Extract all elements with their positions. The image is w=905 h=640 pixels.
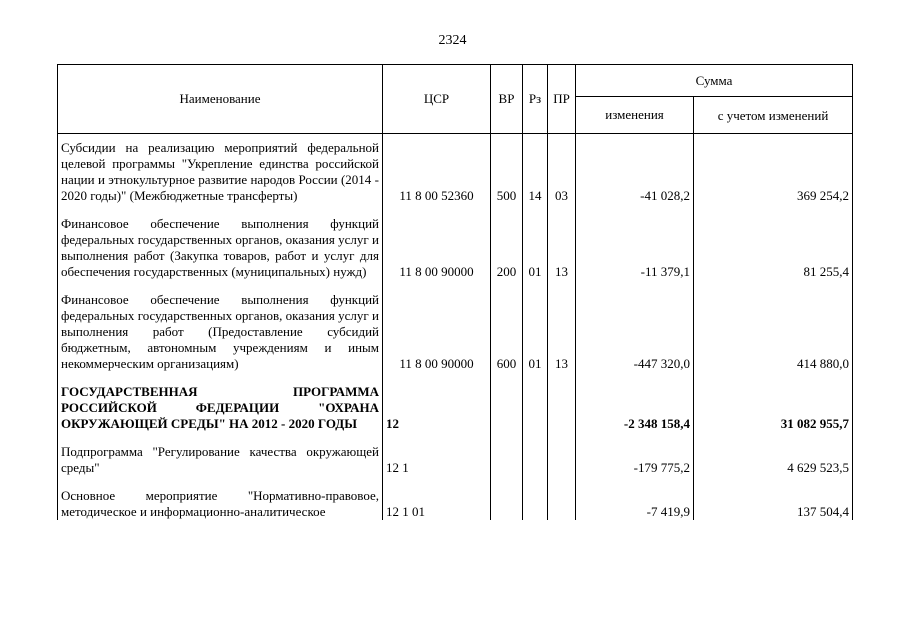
row-with-change: 137 504,4	[694, 482, 853, 520]
row-name: ГОСУДАРСТВЕННАЯ ПРОГРАММА РОССИЙСКОЙ ФЕДЕРАЦИИ "ОХРАНА ОКРУЖАЮЩЕЙ СРЕДЫ" НА 2012 - 2020 ГОДЫ	[58, 378, 383, 438]
row-name: Подпрограмма "Регулирование качества окружающей среды"	[58, 438, 383, 482]
row-change: -11 379,1	[576, 210, 694, 286]
row-vr	[491, 378, 523, 438]
row-pr: 03	[548, 134, 576, 211]
row-csr: 12 1 01	[383, 482, 491, 520]
row-name: Основное мероприятие "Нормативно-правовое, методическое и информационно-аналитическое	[58, 482, 383, 520]
row-pr	[548, 378, 576, 438]
row-rz	[523, 482, 548, 520]
row-vr: 600	[491, 286, 523, 378]
row-with-change: 31 082 955,7	[694, 378, 853, 438]
row-with-change: 4 629 523,5	[694, 438, 853, 482]
row-vr	[491, 482, 523, 520]
row-pr	[548, 482, 576, 520]
header-with-change: с учетом изменений	[694, 97, 853, 134]
row-csr: 12	[383, 378, 491, 438]
row-change: -41 028,2	[576, 134, 694, 211]
table-row	[58, 134, 853, 211]
row-name: Субсидии на реализацию мероприятий федеральной целевой программы "Укрепление единства российской нации и этнокультурное развитие народов России (2014 - 2020 годы)" (Межбюджетные трансферты)	[58, 134, 383, 211]
row-vr	[491, 438, 523, 482]
row-csr: 11 8 00 90000	[383, 210, 491, 286]
row-csr: 11 8 00 90000	[383, 286, 491, 378]
row-pr	[548, 438, 576, 482]
row-vr: 200	[491, 210, 523, 286]
row-name: Финансовое обеспечение выполнения функций федеральных государственных органов, оказания услуг и выполнения работ (Предоставление субсидий бюджетным, автономным учреждениям и иным некоммерческим организациям)	[58, 286, 383, 378]
row-pr: 13	[548, 286, 576, 378]
table-row	[58, 286, 853, 378]
table-row	[58, 378, 853, 438]
row-csr: 12 1	[383, 438, 491, 482]
row-pr: 13	[548, 210, 576, 286]
header-pr: ПР	[548, 65, 576, 134]
row-with-change: 81 255,4	[694, 210, 853, 286]
row-rz	[523, 438, 548, 482]
row-with-change: 414 880,0	[694, 286, 853, 378]
table-row	[58, 482, 853, 520]
header-sum: Сумма	[576, 65, 853, 97]
row-change: -7 419,9	[576, 482, 694, 520]
row-csr: 11 8 00 52360	[383, 134, 491, 211]
row-rz: 14	[523, 134, 548, 211]
row-with-change: 369 254,2	[694, 134, 853, 211]
budget-table	[57, 64, 853, 520]
row-change: -2 348 158,4	[576, 378, 694, 438]
row-change: -447 320,0	[576, 286, 694, 378]
row-change: -179 775,2	[576, 438, 694, 482]
table-row	[58, 210, 853, 286]
table-row	[58, 438, 853, 482]
row-rz: 01	[523, 210, 548, 286]
row-name: Финансовое обеспечение выполнения функций федеральных государственных органов, оказания услуг и выполнения работ (Закупка товаров, работ и услуг для обеспечения государственных (муниципальных) нужд)	[58, 210, 383, 286]
header-rz: Рз	[523, 65, 548, 134]
header-change: изменения	[576, 97, 694, 134]
header-name: Наименование	[58, 65, 383, 134]
row-rz	[523, 378, 548, 438]
page-number: 2324	[438, 33, 467, 48]
row-rz: 01	[523, 286, 548, 378]
row-vr: 500	[491, 134, 523, 211]
header-csr: ЦСР	[383, 65, 491, 134]
header-vr: ВР	[491, 65, 523, 134]
